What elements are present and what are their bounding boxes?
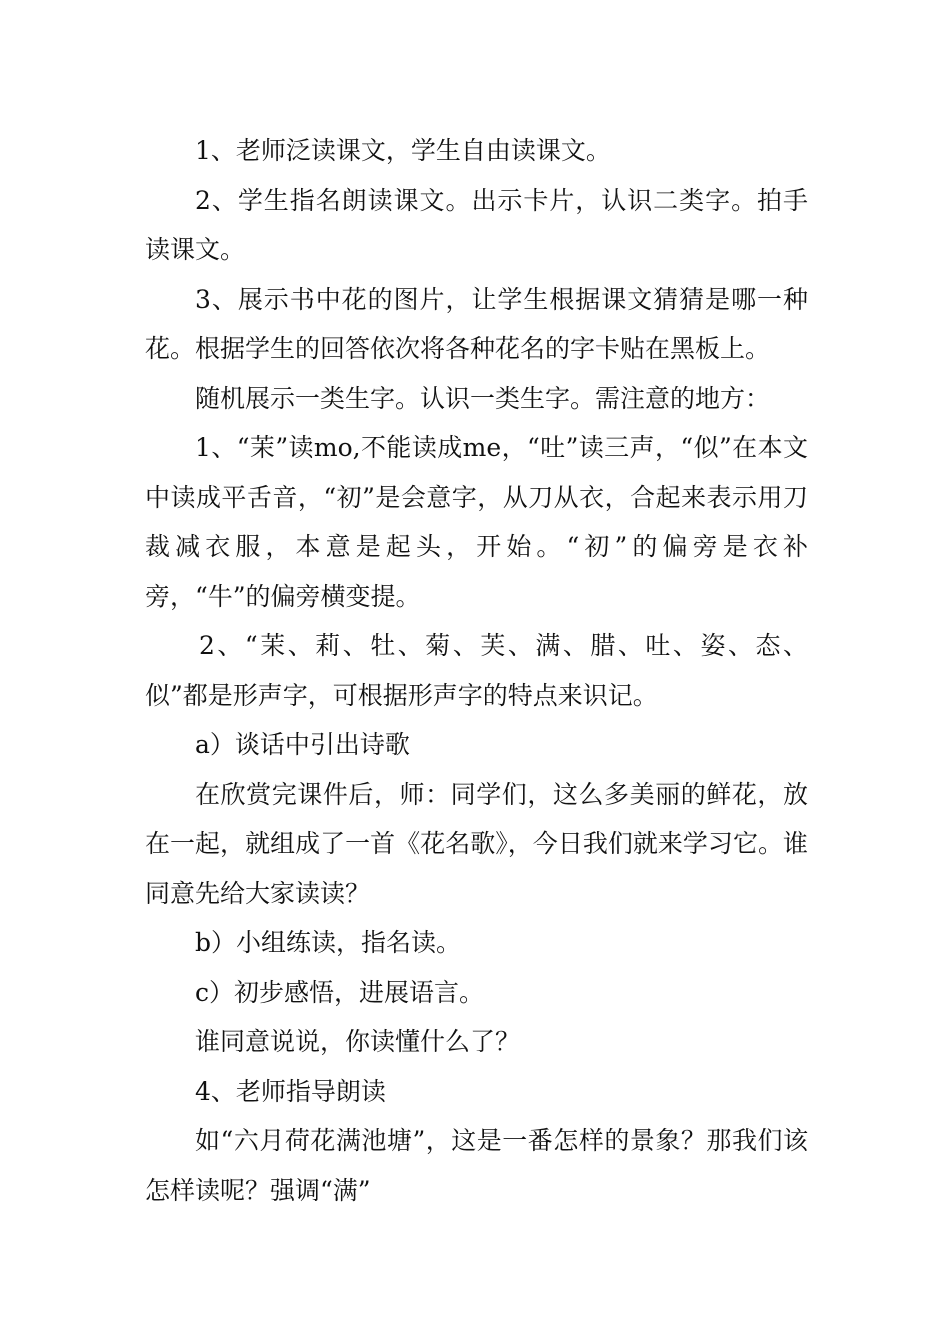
paragraph-step-a: a）谈话中引出诗歌 [195, 730, 410, 759]
paragraph-lotus-example: 如“六月荷花满池塘”，这是一番怎样的景象？那我们该怎样读呢？强调“满” [145, 1126, 808, 1205]
paragraph-appreciation: 在欣赏完课件后，师：同学们，这么多美丽的鲜花，放在一起，就组成了一首《花名歌》，今日我们就来学习它。谁同意先给大家读读？ [145, 779, 808, 908]
paragraph-read-aloud: 1、老师泛读课文，学生自由读课文。 [195, 136, 611, 165]
paragraph-guided-reading: 4、老师指导朗读 [195, 1076, 386, 1106]
paragraph-flower-pictures: 3、展示书中花的图片，让学生根据课文猜猜是哪一种花。根据学生的回答依次将各种花名的字卡贴在黑板上。 [145, 284, 808, 363]
document-body [145, 126, 808, 1215]
paragraph-named-reading: 2、学生指名朗读课文。出示卡片，认识二类字。拍手读课文。 [145, 185, 808, 264]
paragraph-question: 谁同意说说，你读懂什么了？ [195, 1027, 521, 1056]
paragraph-step-b: b）小组练读，指名读。 [195, 928, 462, 957]
paragraph-pronunciation-notes: 1、“茉”读mo,不能读成me，“吐”读三声，“似”在本文中读成平舌音，“初”是会意字，从刀从衣，合起来表示用刀裁减衣服，本意是起头，开始。“初”的偏旁是衣补旁，“牛”的偏旁横变提。 [145, 433, 808, 611]
paragraph-step-c: c）初步感悟，进展语言。 [195, 977, 485, 1007]
paragraph-new-characters: 随机展示一类生字。认识一类生字。需注意的地方： [195, 383, 771, 413]
paragraph-phono-semantic: 2、“茉、莉、牡、菊、芙、满、腊、吐、姿、态、似”都是形声字，可根据形声字的特点来识记。 [145, 631, 808, 710]
